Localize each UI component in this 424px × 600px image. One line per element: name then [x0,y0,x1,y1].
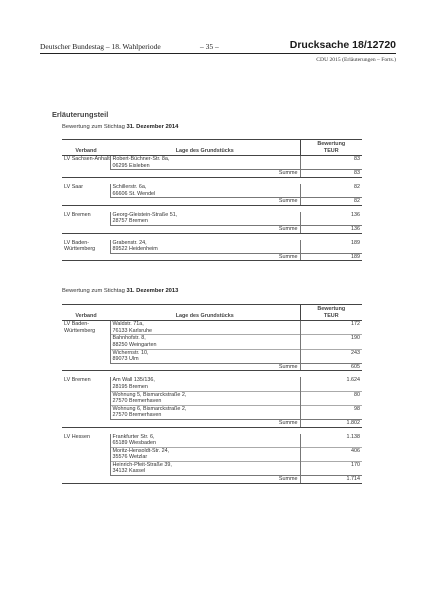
column-header-verband: Verband [62,140,110,156]
column-header-value-line2: TEUR [323,312,339,319]
verband-name: LV Sachsen-Anhalt [64,156,110,163]
address-line: Schillerstr. 6a, [112,183,147,190]
valuation-value: 406 [300,447,362,461]
address-line: Wohnung 5, Bismarckstraße 2, [112,391,187,398]
table-header-row [62,140,362,156]
column-header-value [300,140,362,156]
table-caption-2014 [62,124,178,130]
valuation-value: 189 [300,240,362,254]
valuation-value: 80 [300,391,362,405]
verband-cell [62,405,110,419]
page-header [40,40,396,54]
table-row [62,212,362,226]
table-row [62,461,362,475]
column-header-value [300,305,362,321]
verband-cell [62,184,110,198]
verband-cell [62,240,110,254]
verband-cell [62,321,110,335]
column-header-location: Lage des Grundstücks [110,140,300,156]
table-row [62,349,362,363]
address-line: 88250 Weingarten [112,341,157,348]
address-line: 34132 Kassel [112,468,146,475]
verband-name: LV Saar [64,183,84,190]
address-cell [110,461,300,475]
table-header-row [62,305,362,321]
verband-cell [62,349,110,363]
address-line: Robert-Büchner-Str. 8a, [112,156,170,163]
sum-label: Summe [110,363,300,371]
section-title: Erläuterungsteil [52,110,109,119]
caption-prefix: Bewertung zum Stichtag [62,288,125,294]
valuation-value: 83 [300,156,362,170]
address-cell [110,447,300,461]
caption-date: 31. Dezember 2014 [126,124,179,130]
table-row [62,321,362,335]
verband-cell [62,212,110,226]
address-cell [110,405,300,419]
sum-row [62,419,362,427]
sum-label: Summe [110,198,300,206]
valuation-value: 170 [300,461,362,475]
verband-name: LV Bremen [64,377,91,384]
address-cell [110,212,300,226]
sum-label: Summe [110,225,300,233]
address-line: Georg-Gleistein-Straße 51, [112,211,178,218]
table-row [62,405,362,419]
valuation-value: 136 [300,212,362,226]
column-header-verband: Verband [62,305,110,321]
verband-cell [62,391,110,405]
verband-cell [62,335,110,349]
verband-cell [62,461,110,475]
sum-label: Summe [110,170,300,178]
table-row [62,434,362,448]
header-publication: Deutscher Bundestag – 18. Wahlperiode [40,42,161,51]
column-header-value-line2: TEUR [323,147,339,154]
caption-prefix: Bewertung zum Stichtag [62,124,125,130]
sum-spacer [62,253,110,261]
valuation-value: 98 [300,405,362,419]
address-line: Frankfurter Str. 6, [112,433,155,440]
caption-date: 31. Dezember 2013 [126,288,179,294]
valuation-value: 190 [300,335,362,349]
table-row [62,156,362,170]
verband-name: LV Hessen [64,433,90,440]
address-line: 66606 St. Wendel [112,190,156,197]
address-cell [110,321,300,335]
table-row [62,447,362,461]
address-cell [110,240,300,254]
sum-row [62,253,362,261]
valuation-value: 1.138 [300,434,362,448]
sum-value: 83 [300,170,362,178]
header-page-number: – 35 – [200,42,219,51]
table-row [62,391,362,405]
sum-value: 605 [300,363,362,371]
header-doc-number: 12720 [366,39,396,51]
address-line: 28757 Bremen [112,218,148,225]
sum-spacer [62,419,110,427]
sum-row [62,476,362,484]
address-line: 35576 Wetzlar [112,454,148,461]
sum-value: 82 [300,198,362,206]
address-cell [110,377,300,391]
sum-label: Summe [110,253,300,261]
column-header-value-line1: Bewertung [317,306,346,312]
header-document-number [290,39,396,51]
address-line: Am Wall 135/136, [112,377,155,384]
address-cell [110,349,300,363]
sum-row [62,225,362,233]
sum-spacer [62,170,110,178]
verband-name: LV Baden- [64,239,90,246]
verband-name: LV Bremen [64,211,91,218]
table-row [62,335,362,349]
column-header-value-line1: Bewertung [317,141,346,147]
verband-cell [62,156,110,170]
sum-row [62,198,362,206]
address-line: Bahnhofstr. 8, [112,335,146,342]
table-caption-2013 [62,288,178,294]
address-line: 89073 Ulm [112,356,139,363]
table-row [62,240,362,254]
address-cell [110,184,300,198]
verband-name: LV Baden- [64,321,90,328]
table-row [62,184,362,198]
sum-value: 1.714 [300,476,362,484]
sum-row [62,363,362,371]
header-doc-prefix: Drucksache 18/ [289,39,367,51]
sum-row [62,170,362,178]
valuation-table-2014 [62,139,362,261]
valuation-table-2013 [62,304,362,484]
verband-name: Württemberg [64,246,96,253]
sum-value: 189 [300,253,362,261]
address-line: 65189 Wiesbaden [112,440,156,447]
verband-cell [62,434,110,448]
sum-value: 1.802 [300,419,362,427]
address-line: 28195 Bremen [112,383,148,390]
sum-label: Summe [110,476,300,484]
address-line: Wichernstr. 10, [112,349,149,356]
verband-name: Württemberg [64,327,96,334]
address-line: Heinrich-Pfeit-Straße 39, [112,461,172,468]
sum-spacer [62,363,110,371]
valuation-value: 1.624 [300,377,362,391]
sum-label: Summe [110,419,300,427]
address-cell [110,391,300,405]
sum-spacer [62,198,110,206]
address-line: Grabenstr. 24, [112,239,147,246]
sum-value: 136 [300,225,362,233]
verband-cell [62,447,110,461]
address-cell [110,434,300,448]
sum-spacer [62,476,110,484]
address-line: Moritz-Hensoldt-Str. 24, [112,447,170,454]
address-line: 89522 Heidenheim [112,246,158,253]
address-line: 06295 Eisleben [112,162,150,169]
table-row [62,377,362,391]
sum-spacer [62,225,110,233]
address-line: 76133 Karlsruhe [112,327,153,334]
address-cell [110,335,300,349]
verband-cell [62,377,110,391]
address-line: Waldstr. 71a, [112,321,144,328]
column-header-location: Lage des Grundstücks [110,305,300,321]
page-subheader: CDU 2015 (Erläuterungen – Forts.) [316,57,396,63]
address-cell [110,156,300,170]
address-line: Wohnung 6, Bismarckstraße 2, [112,405,187,412]
valuation-value: 172 [300,321,362,335]
address-line: 27570 Bremerhaven [112,412,162,419]
address-line: 27570 Bremerhaven [112,398,162,405]
valuation-value: 243 [300,349,362,363]
valuation-value: 82 [300,184,362,198]
